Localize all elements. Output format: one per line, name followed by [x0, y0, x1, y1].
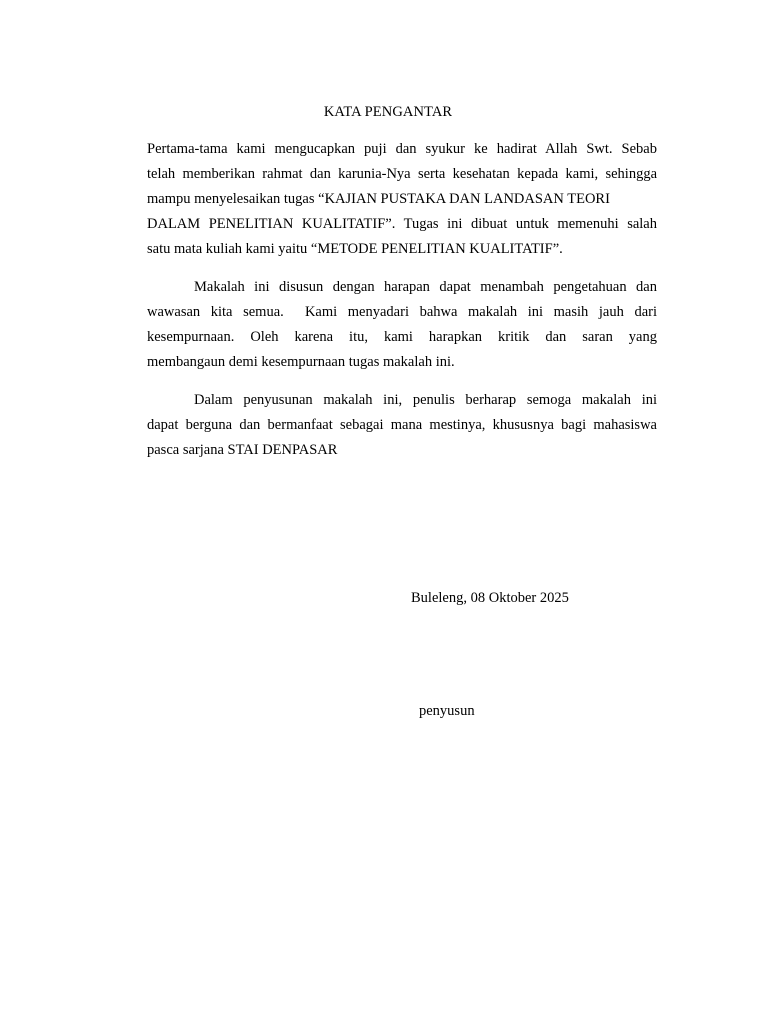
signature-label: penyusun: [419, 703, 475, 719]
paragraph-intro: [147, 137, 657, 262]
paragraph-line: kesempurnaan. Oleh karena itu, kami harapkan kritik dan saran yang: [147, 329, 657, 345]
paragraph-line: dapat berguna dan bermanfaat sebagai mana mestinya, khususnya bagi mahasiswa: [147, 417, 657, 433]
paragraph-line: mampu menyelesaikan tugas “KAJIAN PUSTAKA DAN LANDASAN TEORI: [147, 191, 610, 207]
paragraph-line: telah memberikan rahmat dan karunia-Nya serta kesehatan kepada kami, sehingga: [147, 166, 657, 182]
document-title: KATA PENGANTAR: [323, 104, 453, 120]
paragraph-hope: [147, 388, 657, 463]
paragraph-line: DALAM PENELITIAN KUALITATIF”. Tugas ini dibuat untuk memenuhi salah: [147, 216, 657, 232]
place-date: Buleleng, 08 Oktober 2025: [411, 590, 569, 606]
paragraph-line: Pertama-tama kami mengucapkan puji dan syukur ke hadirat Allah Swt. Sebab: [147, 141, 657, 157]
paragraph-line: Makalah ini disusun dengan harapan dapat menambah pengetahuan dan: [194, 279, 657, 295]
paragraph-line: membangaun demi kesempurnaan tugas makalah ini.: [147, 354, 455, 370]
paragraph-purpose: [147, 275, 657, 375]
paragraph-line: Dalam penyusunan makalah ini, penulis berharap semoga makalah ini: [194, 392, 657, 408]
paragraph-line: pasca sarjana STAI DENPASAR: [147, 442, 338, 458]
paragraph-line: wawasan kita semua. Kami menyadari bahwa makalah ini masih jauh dari: [147, 304, 657, 320]
paragraph-line: satu mata kuliah kami yaitu “METODE PENELITIAN KUALITATIF”.: [147, 241, 563, 257]
